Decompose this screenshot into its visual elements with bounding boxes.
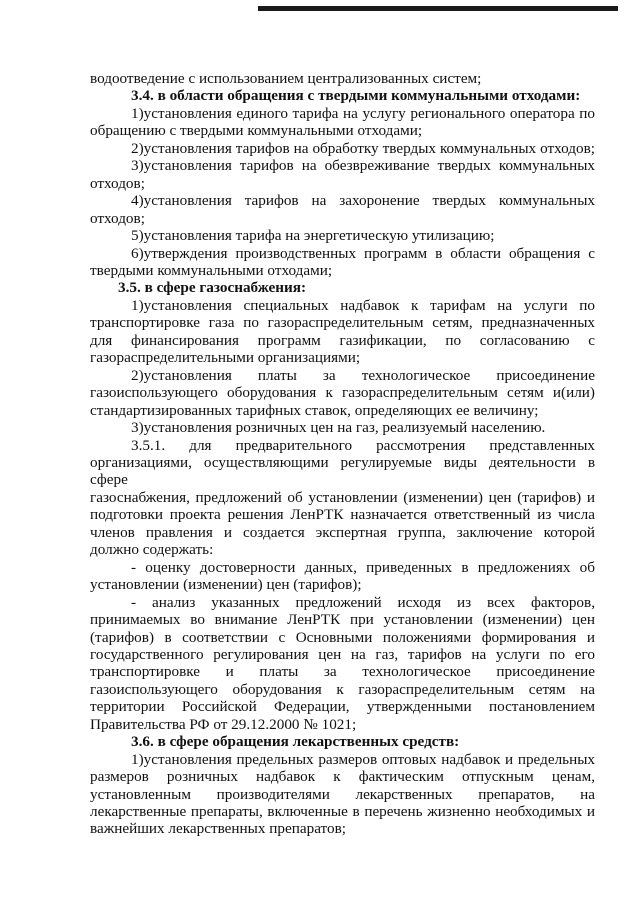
text-line: обращению с твердыми коммунальными отходами; — [90, 122, 423, 140]
text-line: 3)установления розничных цен на газ, реализуемый населению. — [131, 419, 546, 437]
text-line: 1)установления единого тарифа на услугу регионального оператора по — [131, 104, 595, 122]
text-line: стандартизированных тарифных ставок, определяющих ее величину; — [90, 401, 539, 419]
text-line: 3.5.1. для предварительного рассмотрения представленных — [131, 436, 595, 454]
text-line: - оценку достоверности данных, приведенных в предложениях об — [131, 558, 595, 576]
text-line: 2)установления тарифов на обработку твердых коммунальных отходов; — [131, 139, 595, 157]
text-line: водоотведение с использованием централизованных систем; — [90, 70, 482, 87]
text-line: установлении (изменении) цен (тарифов); — [90, 576, 362, 594]
text-line: 1)установления предельных размеров оптовых надбавок и предельных — [131, 750, 595, 768]
text-line: принимаемых во внимание ЛенРТК при установлении (изменении) цен — [90, 611, 595, 629]
text-line: 3.4. в области обращения с твердыми коммунальными отходами: — [131, 87, 581, 105]
text-line: для финансирования программ газификации, по согласованию с — [90, 331, 595, 349]
text-line: 5)установления тарифа на энергетическую утилизацию; — [131, 227, 495, 245]
text-line: 3.6. в сфере обращения лекарственных средств: — [131, 733, 460, 751]
text-line: организациями, осуществляющими регулируемые виды деятельности в сфере — [90, 453, 595, 489]
text-line: размеров розничных надбавок к фактическим отпускным ценам, — [90, 768, 595, 786]
text-line: территории Российской Федерации, утвержденными постановлением — [90, 698, 595, 716]
scan-top-rule — [258, 6, 618, 11]
text-line: государственного регулирования цен на газ, тарифов на услуги по его — [90, 645, 595, 663]
text-line: 3.5. в сфере газоснабжения: — [118, 279, 307, 297]
text-line: важнейших лекарственных препаратов; — [90, 820, 346, 838]
text-line: газораспределительными организациями; — [90, 349, 361, 367]
text-line: газоснабжения, предложений об установлении (изменении) цен (тарифов) и — [90, 488, 595, 506]
text-line: должно содержать: — [90, 541, 214, 559]
text-line: подготовки проекта решения ЛенРТК назначается ответственный из числа — [90, 506, 595, 524]
text-line: отходов; — [90, 209, 145, 227]
page-top-edge — [0, 0, 640, 5]
text-line: членов правления и создается экспертная группа, заключение которой — [90, 523, 595, 541]
text-line: 4)установления тарифов на захоронение твердых коммунальных — [131, 192, 595, 210]
text-line: отходов; — [90, 174, 145, 192]
text-line: 2)установления платы за технологическое присоединение — [131, 366, 595, 384]
text-line: 6)утверждения производственных программ в области обращения с — [131, 244, 595, 262]
text-line: Правительства РФ от 29.12.2000 № 1021; — [90, 715, 357, 733]
text-line: твердыми коммунальными отходами; — [90, 261, 333, 279]
text-line: газоиспользующего оборудования к газораспределительным сетям и(или) — [90, 384, 595, 402]
text-line: 3)установления тарифов на обезвреживание твердых коммунальных — [131, 157, 595, 175]
text-line: 1)установления специальных надбавок к тарифам на услуги по — [131, 296, 595, 314]
document-page — [90, 70, 595, 838]
text-line: транспортировке газа по газораспределительным сетям, предназначенных — [90, 314, 595, 332]
text-line: установленным производителями лекарственных препаратов, на — [90, 785, 595, 803]
text-line: - анализ указанных предложений исходя из всех факторов, — [131, 593, 595, 611]
text-line: лекарственные препараты, включенные в перечень жизненно необходимых и — [90, 803, 595, 821]
text-line: (тарифов) в соответствии с Основными положениями формирования и — [90, 628, 595, 646]
text-line: транспортировке и платы за технологическое присоединение — [90, 663, 595, 681]
text-line: газоиспользующего оборудования к газораспределительным сетям на — [90, 680, 595, 698]
